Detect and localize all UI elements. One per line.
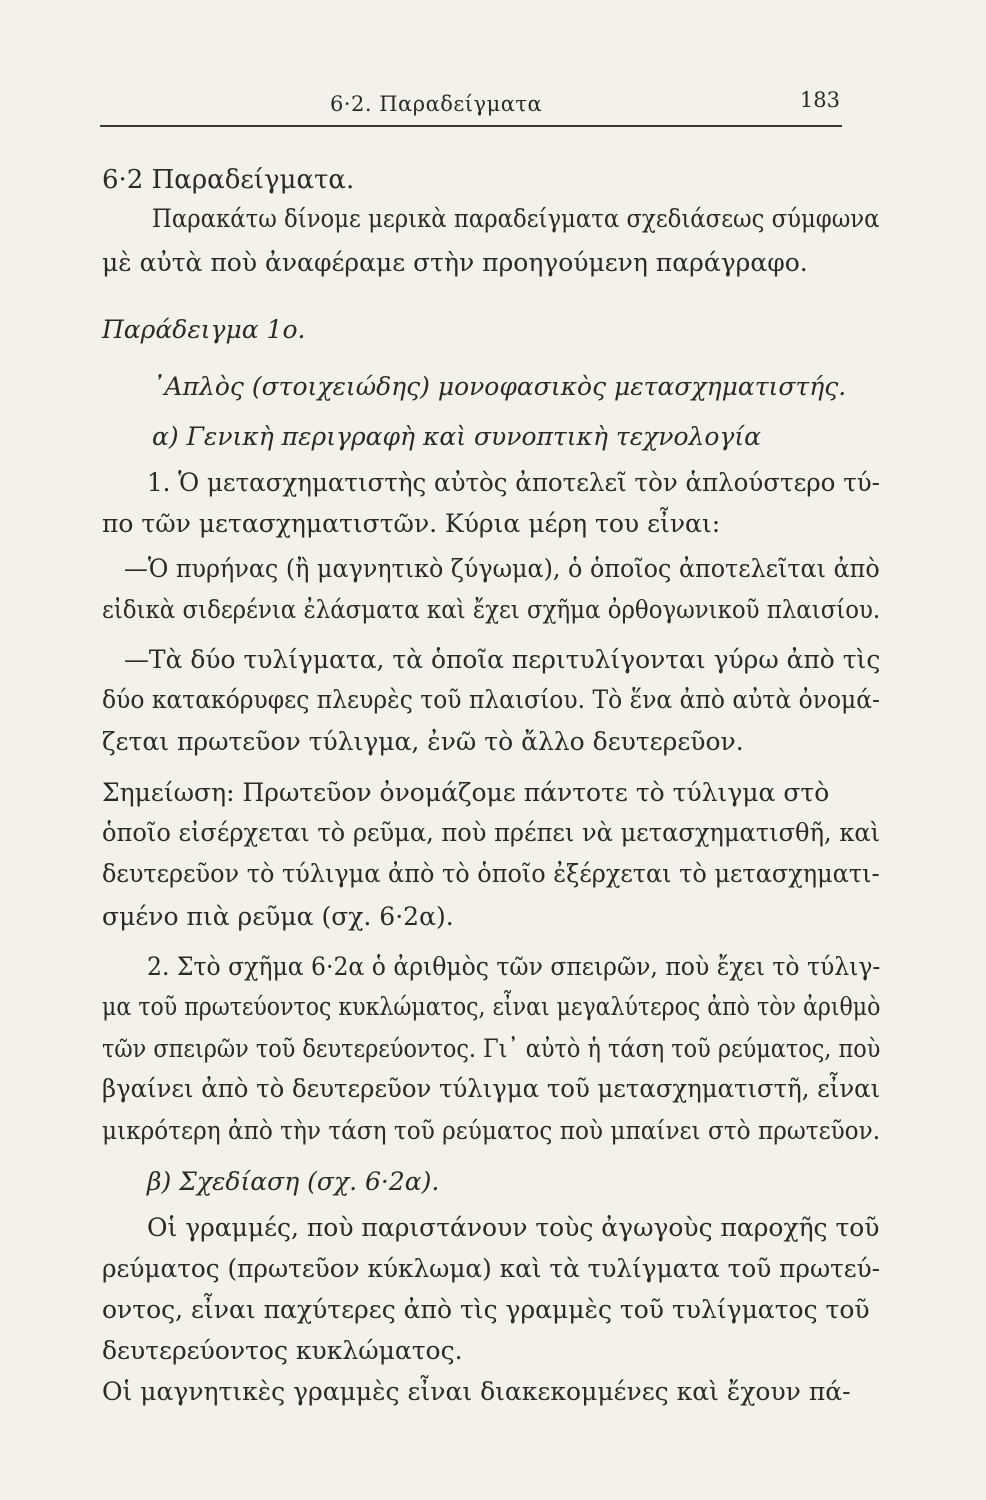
paragraph-line: δύο κατακόρυφες πλευρὲς τοῦ πλαισίου. Τὸ ἕνα ἀπὸ αὐτὰ ὀνομά-	[102, 685, 880, 714]
paragraph-line: 1. Ὁ μετασχηματιστὴς αὐτὸς ἀποτελεῖ τὸν ἁπλούστερο τύ-	[147, 468, 880, 497]
paragraph-line: —Ὁ πυρήνας (ἢ μαγνητικὸ ζύγωμα), ὁ ὁποῖος ἀποτελεῖται ἀπὸ	[124, 554, 880, 583]
paragraph-line: εἰδικὰ σιδερένια ἐλάσματα καὶ ἔχει σχῆμα ὀρθογωνικοῦ πλαισίου.	[102, 595, 881, 624]
page-number: 183	[799, 88, 840, 112]
note-line: δευτερεῦον τὸ τύλιγμα ἀπὸ τὸ ὁποῖο ἐξέρχεται τὸ μετασχηματι-	[102, 859, 880, 888]
note-line: σμένο πιὰ ρεῦμα (σχ. 6·2α).	[102, 902, 454, 931]
paragraph-line: μὲ αὐτὰ ποὺ ἀναφέραμε στὴν προηγούμενη παράγραφο.	[102, 248, 808, 277]
paragraph-line: ρεύματος (πρωτεῦον κύκλωμα) καὶ τὰ τυλίγματα τοῦ πρωτεύ-	[102, 1254, 881, 1283]
example-subtitle: ᾿Απλὸς (στοιχειώδης) μονοφασικὸς μετασχηματιστής.	[152, 372, 847, 401]
paragraph-line: —Τὰ δύο τυλίγματα, τὰ ὁποῖα περιτυλίγονται γύρω ἀπὸ τὶς	[124, 645, 881, 674]
note-line: ὁποῖο εἰσέρχεται τὸ ρεῦμα, ποὺ πρέπει νὰ μετασχηματισθῆ, καὶ	[102, 818, 881, 847]
subsection-heading: β) Σχεδίαση (σχ. 6·2α).	[147, 1167, 440, 1196]
running-head	[100, 82, 850, 122]
subsection-heading: α) Γενικὴ περιγραφὴ καὶ συνοπτικὴ τεχνολογία	[152, 422, 762, 451]
section-title: 6·2 Παραδείγματα.	[102, 165, 355, 195]
paragraph-line: πο τῶν μετασχηματιστῶν. Κύρια μέρη του εἶναι:	[102, 509, 721, 538]
paragraph-line: δευτερεύοντος κυκλώματος.	[102, 1336, 463, 1365]
paragraph-line: Οἱ γραμμές, ποὺ παριστάνουν τοὺς ἀγωγοὺς παροχῆς τοῦ	[147, 1213, 880, 1242]
paragraph-line: βγαίνει ἀπὸ τὸ δευτερεῦον τύλιγμα τοῦ μετασχηματιστῆ, εἶναι	[102, 1074, 881, 1103]
paragraph-line: οντος, εἶναι παχύτερες ἀπὸ τὶς γραμμὲς τοῦ τυλίγματος τοῦ	[102, 1295, 870, 1324]
example-heading: Παράδειγμα 1ο.	[102, 315, 306, 344]
paragraph-line: Παρακάτω δίνομε μερικὰ παραδείγματα σχεδιάσεως σύμφωνα	[152, 204, 880, 233]
note-line: Σημείωση: Πρωτεῦον ὀνομάζομε πάντοτε τὸ τύλιγμα στὸ	[102, 778, 830, 807]
paragraph-line: ζεται πρωτεῦον τύλιγμα, ἐνῶ τὸ ἄλλο δευτερεῦον.	[102, 727, 744, 756]
paragraph-line: Οἱ μαγνητικὲς γραμμὲς εἶναι διακεκομμένες καὶ ἔχουν πά-	[102, 1377, 851, 1406]
paragraph-line: 2. Στὸ σχῆμα 6·2α ὁ ἀριθμὸς τῶν σπειρῶν, ποὺ ἔχει τὸ τύλιγ-	[147, 952, 881, 981]
running-title: 6·2. Παραδείγματα	[330, 92, 543, 116]
paragraph-line: μα τοῦ πρωτεύοντος κυκλώματος, εἶναι μεγαλύτερος ἀπὸ τὸν ἀριθμὸ	[102, 992, 881, 1021]
header-rule	[100, 125, 842, 127]
paragraph-line: μικρότερη ἀπὸ τὴν τάση τοῦ ρεύματος ποὺ μπαίνει στὸ πρωτεῦον.	[102, 1116, 881, 1145]
paragraph-line: τῶν σπειρῶν τοῦ δευτερεύοντος. Γι᾿ αὐτὸ ἡ τάση τοῦ ρεύματος, ποὺ	[102, 1034, 881, 1063]
